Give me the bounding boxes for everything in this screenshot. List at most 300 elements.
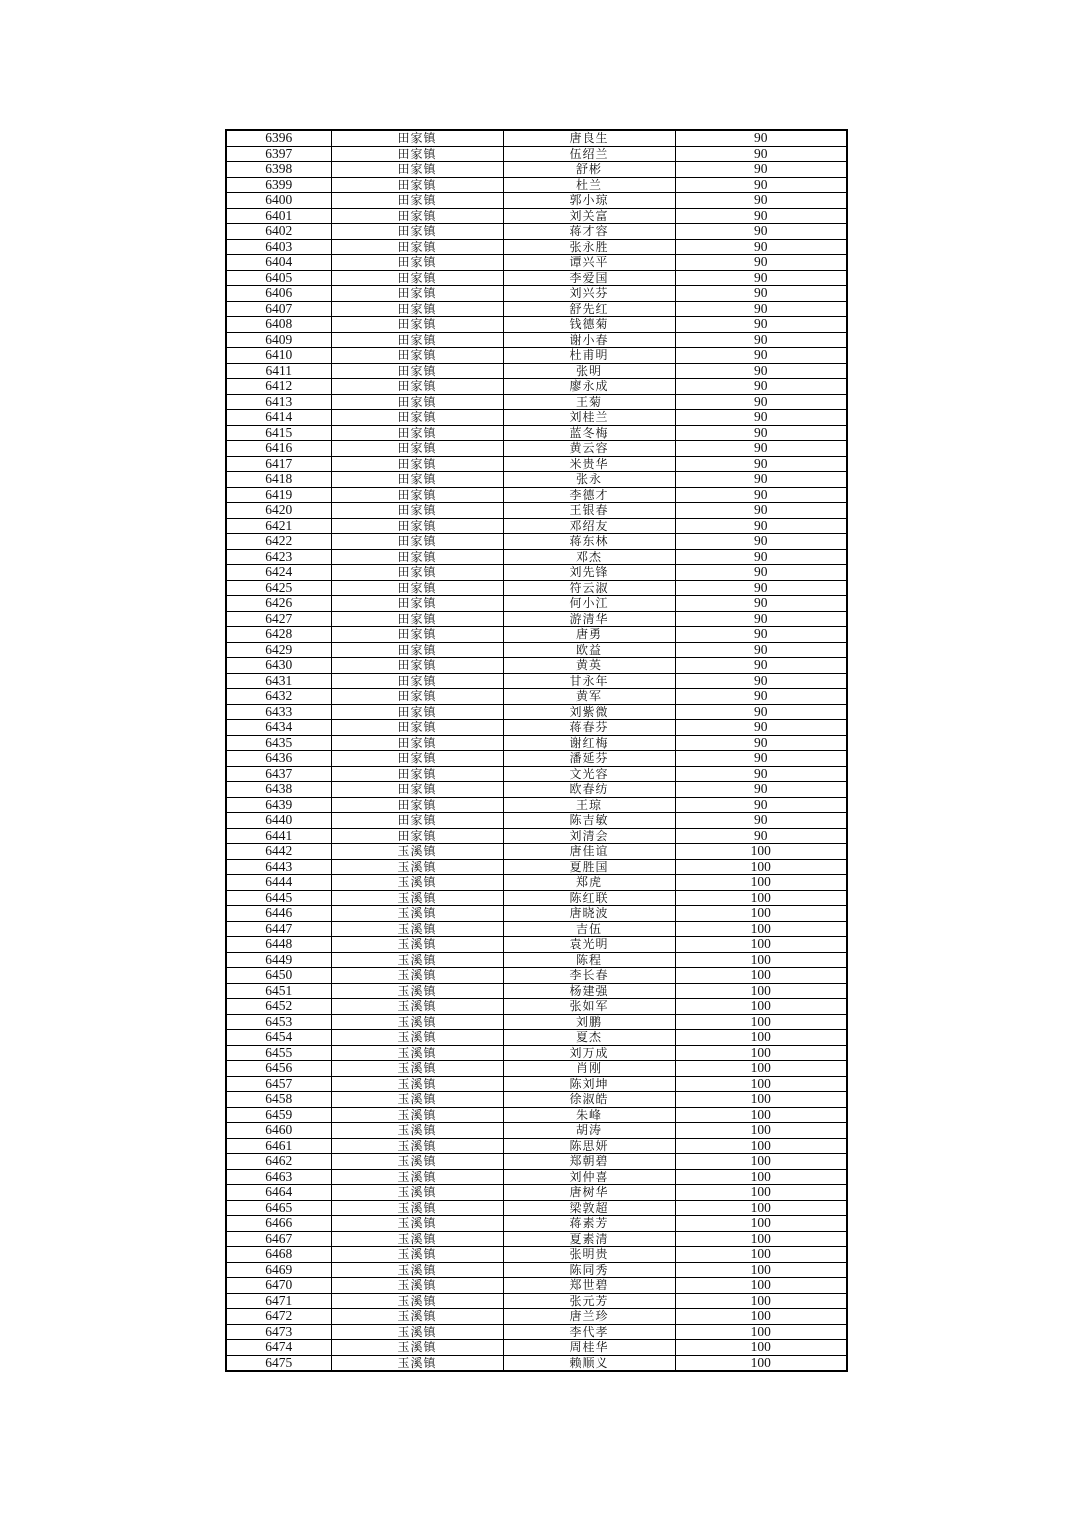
table-row (226, 766, 847, 782)
table-row (226, 1247, 847, 1263)
table-row (226, 906, 847, 922)
row-number-cell: 6464 (226, 1185, 331, 1201)
row-number-cell: 6461 (226, 1138, 331, 1154)
row-number-cell: 6404 (226, 255, 331, 271)
row-number-cell: 6419 (226, 487, 331, 503)
table-row (226, 580, 847, 596)
amount-cell: 100 (675, 968, 847, 984)
amount-cell: 90 (675, 162, 847, 178)
table-row (226, 549, 847, 565)
amount-cell: 100 (675, 1247, 847, 1263)
amount-cell: 100 (675, 859, 847, 875)
table-row (226, 859, 847, 875)
table-row (226, 379, 847, 395)
amount-cell: 100 (675, 1185, 847, 1201)
name-cell: 梁敦超 (503, 1200, 675, 1216)
town-cell: 玉溪镇 (331, 1324, 503, 1340)
name-cell: 刘紫微 (503, 704, 675, 720)
amount-cell: 90 (675, 735, 847, 751)
name-cell: 张明贵 (503, 1247, 675, 1263)
row-number-cell: 6451 (226, 983, 331, 999)
table-row (226, 1324, 847, 1340)
name-cell: 黄英 (503, 658, 675, 674)
amount-cell: 100 (675, 999, 847, 1015)
town-cell: 玉溪镇 (331, 1169, 503, 1185)
amount-cell: 90 (675, 549, 847, 565)
amount-cell: 100 (675, 1123, 847, 1139)
amount-cell: 90 (675, 270, 847, 286)
table-row (226, 224, 847, 240)
name-cell: 谭兴平 (503, 255, 675, 271)
town-cell: 田家镇 (331, 239, 503, 255)
row-number-cell: 6422 (226, 534, 331, 550)
town-cell: 田家镇 (331, 828, 503, 844)
row-number-cell: 6449 (226, 952, 331, 968)
row-number-cell: 6414 (226, 410, 331, 426)
table-row (226, 565, 847, 581)
amount-cell: 90 (675, 720, 847, 736)
row-number-cell: 6420 (226, 503, 331, 519)
town-cell: 玉溪镇 (331, 1262, 503, 1278)
row-number-cell: 6435 (226, 735, 331, 751)
town-cell: 田家镇 (331, 317, 503, 333)
row-number-cell: 6452 (226, 999, 331, 1015)
table-row (226, 952, 847, 968)
row-number-cell: 6443 (226, 859, 331, 875)
name-cell: 唐兰珍 (503, 1309, 675, 1325)
town-cell: 玉溪镇 (331, 875, 503, 891)
town-cell: 玉溪镇 (331, 1216, 503, 1232)
row-number-cell: 6446 (226, 906, 331, 922)
table-row (226, 1030, 847, 1046)
name-cell: 张永 (503, 472, 675, 488)
table-row (226, 797, 847, 813)
row-number-cell: 6454 (226, 1030, 331, 1046)
amount-cell: 90 (675, 255, 847, 271)
table-row (226, 875, 847, 891)
name-cell: 郑世碧 (503, 1278, 675, 1294)
name-cell: 袁光明 (503, 937, 675, 953)
name-cell: 杨建强 (503, 983, 675, 999)
amount-cell: 90 (675, 472, 847, 488)
amount-cell: 90 (675, 751, 847, 767)
town-cell: 田家镇 (331, 704, 503, 720)
table-row (226, 1045, 847, 1061)
row-number-cell: 6466 (226, 1216, 331, 1232)
table-row (226, 1278, 847, 1294)
row-number-cell: 6425 (226, 580, 331, 596)
amount-cell: 90 (675, 487, 847, 503)
amount-cell: 90 (675, 596, 847, 612)
name-cell: 刘清会 (503, 828, 675, 844)
table-row (226, 1216, 847, 1232)
table-row (226, 689, 847, 705)
row-number-cell: 6417 (226, 456, 331, 472)
table-row (226, 1340, 847, 1356)
amount-cell: 100 (675, 1154, 847, 1170)
table-row (226, 1355, 847, 1371)
name-cell: 唐良生 (503, 130, 675, 146)
amount-cell: 90 (675, 425, 847, 441)
row-number-cell: 6401 (226, 208, 331, 224)
table-row (226, 890, 847, 906)
table-row (226, 642, 847, 658)
name-cell: 朱峰 (503, 1107, 675, 1123)
row-number-cell: 6423 (226, 549, 331, 565)
row-number-cell: 6411 (226, 363, 331, 379)
name-cell: 李爱国 (503, 270, 675, 286)
row-number-cell: 6418 (226, 472, 331, 488)
town-cell: 玉溪镇 (331, 1138, 503, 1154)
name-cell: 伍绍兰 (503, 146, 675, 162)
row-number-cell: 6428 (226, 627, 331, 643)
name-cell: 陈程 (503, 952, 675, 968)
amount-cell: 90 (675, 177, 847, 193)
town-cell: 田家镇 (331, 224, 503, 240)
name-cell: 肖刚 (503, 1061, 675, 1077)
town-cell: 玉溪镇 (331, 859, 503, 875)
table-row (226, 286, 847, 302)
town-cell: 玉溪镇 (331, 1185, 503, 1201)
row-number-cell: 6463 (226, 1169, 331, 1185)
row-number-cell: 6450 (226, 968, 331, 984)
row-number-cell: 6427 (226, 611, 331, 627)
amount-cell: 90 (675, 286, 847, 302)
table-row (226, 937, 847, 953)
amount-cell: 90 (675, 301, 847, 317)
name-cell: 谢红梅 (503, 735, 675, 751)
name-cell: 赖顺义 (503, 1355, 675, 1371)
amount-cell: 90 (675, 348, 847, 364)
amount-cell: 90 (675, 658, 847, 674)
row-number-cell: 6468 (226, 1247, 331, 1263)
amount-cell: 90 (675, 130, 847, 146)
table-row (226, 735, 847, 751)
row-number-cell: 6408 (226, 317, 331, 333)
town-cell: 玉溪镇 (331, 1355, 503, 1371)
table-row (226, 828, 847, 844)
table-row (226, 317, 847, 333)
town-cell: 田家镇 (331, 720, 503, 736)
amount-cell: 90 (675, 363, 847, 379)
amount-cell: 90 (675, 208, 847, 224)
name-cell: 陈思妍 (503, 1138, 675, 1154)
town-cell: 玉溪镇 (331, 1293, 503, 1309)
name-cell: 文光容 (503, 766, 675, 782)
name-cell: 蒋东林 (503, 534, 675, 550)
row-number-cell: 6445 (226, 890, 331, 906)
name-cell: 杜甫明 (503, 348, 675, 364)
amount-cell: 100 (675, 844, 847, 860)
name-cell: 陈同秀 (503, 1262, 675, 1278)
table-row (226, 1138, 847, 1154)
amount-cell: 90 (675, 565, 847, 581)
town-cell: 玉溪镇 (331, 1231, 503, 1247)
name-cell: 蒋才容 (503, 224, 675, 240)
row-number-cell: 6473 (226, 1324, 331, 1340)
town-cell: 田家镇 (331, 348, 503, 364)
table-row (226, 611, 847, 627)
name-cell: 米贵华 (503, 456, 675, 472)
amount-cell: 90 (675, 146, 847, 162)
row-number-cell: 6437 (226, 766, 331, 782)
town-cell: 田家镇 (331, 193, 503, 209)
amount-cell: 90 (675, 317, 847, 333)
amount-cell: 90 (675, 193, 847, 209)
town-cell: 田家镇 (331, 146, 503, 162)
name-cell: 陈吉敏 (503, 813, 675, 829)
town-cell: 玉溪镇 (331, 1154, 503, 1170)
amount-cell: 100 (675, 875, 847, 891)
name-cell: 游清华 (503, 611, 675, 627)
town-cell: 玉溪镇 (331, 1030, 503, 1046)
row-number-cell: 6412 (226, 379, 331, 395)
name-cell: 刘鹏 (503, 1014, 675, 1030)
name-cell: 蒋春芬 (503, 720, 675, 736)
town-cell: 玉溪镇 (331, 1200, 503, 1216)
town-cell: 田家镇 (331, 797, 503, 813)
row-number-cell: 6398 (226, 162, 331, 178)
name-cell: 刘兴芬 (503, 286, 675, 302)
row-number-cell: 6460 (226, 1123, 331, 1139)
row-number-cell: 6424 (226, 565, 331, 581)
town-cell: 玉溪镇 (331, 937, 503, 953)
name-cell: 谢小春 (503, 332, 675, 348)
row-number-cell: 6462 (226, 1154, 331, 1170)
table-row (226, 658, 847, 674)
amount-cell: 100 (675, 1309, 847, 1325)
row-number-cell: 6416 (226, 441, 331, 457)
town-cell: 玉溪镇 (331, 1278, 503, 1294)
amount-cell: 100 (675, 1355, 847, 1371)
amount-cell: 90 (675, 394, 847, 410)
row-number-cell: 6440 (226, 813, 331, 829)
table-row (226, 410, 847, 426)
row-number-cell: 6456 (226, 1061, 331, 1077)
name-cell: 陈刘坤 (503, 1076, 675, 1092)
amount-cell: 90 (675, 642, 847, 658)
row-number-cell: 6399 (226, 177, 331, 193)
row-number-cell: 6471 (226, 1293, 331, 1309)
row-number-cell: 6407 (226, 301, 331, 317)
row-number-cell: 6475 (226, 1355, 331, 1371)
name-cell: 黄军 (503, 689, 675, 705)
table-row (226, 1262, 847, 1278)
town-cell: 玉溪镇 (331, 1014, 503, 1030)
town-cell: 田家镇 (331, 394, 503, 410)
town-cell: 田家镇 (331, 441, 503, 457)
name-cell: 张元芳 (503, 1293, 675, 1309)
row-number-cell: 6434 (226, 720, 331, 736)
row-number-cell: 6413 (226, 394, 331, 410)
row-number-cell: 6409 (226, 332, 331, 348)
table-row (226, 751, 847, 767)
name-cell: 舒先红 (503, 301, 675, 317)
amount-cell: 100 (675, 890, 847, 906)
town-cell: 玉溪镇 (331, 999, 503, 1015)
name-cell: 刘关富 (503, 208, 675, 224)
name-cell: 胡涛 (503, 1123, 675, 1139)
table-row (226, 844, 847, 860)
amount-cell: 100 (675, 1014, 847, 1030)
town-cell: 田家镇 (331, 487, 503, 503)
name-cell: 王菊 (503, 394, 675, 410)
table-row (226, 1185, 847, 1201)
town-cell: 田家镇 (331, 565, 503, 581)
town-cell: 田家镇 (331, 177, 503, 193)
row-number-cell: 6444 (226, 875, 331, 891)
town-cell: 田家镇 (331, 549, 503, 565)
amount-cell: 90 (675, 828, 847, 844)
row-number-cell: 6406 (226, 286, 331, 302)
table-row (226, 921, 847, 937)
table-row (226, 704, 847, 720)
amount-cell: 100 (675, 1107, 847, 1123)
town-cell: 玉溪镇 (331, 1340, 503, 1356)
row-number-cell: 6432 (226, 689, 331, 705)
table-row (226, 627, 847, 643)
town-cell: 玉溪镇 (331, 983, 503, 999)
table-row (226, 1076, 847, 1092)
row-number-cell: 6455 (226, 1045, 331, 1061)
table-row (226, 1107, 847, 1123)
amount-cell: 90 (675, 441, 847, 457)
town-cell: 玉溪镇 (331, 1309, 503, 1325)
name-cell: 潘延芬 (503, 751, 675, 767)
row-number-cell: 6457 (226, 1076, 331, 1092)
name-cell: 王琼 (503, 797, 675, 813)
town-cell: 田家镇 (331, 425, 503, 441)
row-number-cell: 6474 (226, 1340, 331, 1356)
amount-cell: 100 (675, 937, 847, 953)
name-cell: 刘万成 (503, 1045, 675, 1061)
name-cell: 唐佳谊 (503, 844, 675, 860)
name-cell: 张明 (503, 363, 675, 379)
town-cell: 田家镇 (331, 503, 503, 519)
amount-cell: 100 (675, 1200, 847, 1216)
town-cell: 田家镇 (331, 735, 503, 751)
row-number-cell: 6410 (226, 348, 331, 364)
amount-cell: 90 (675, 503, 847, 519)
amount-cell: 100 (675, 983, 847, 999)
table-row (226, 1293, 847, 1309)
name-cell: 唐勇 (503, 627, 675, 643)
name-cell: 欧益 (503, 642, 675, 658)
row-number-cell: 6472 (226, 1309, 331, 1325)
town-cell: 田家镇 (331, 642, 503, 658)
town-cell: 玉溪镇 (331, 921, 503, 937)
amount-cell: 90 (675, 379, 847, 395)
table-row (226, 1154, 847, 1170)
name-cell: 欧春纺 (503, 782, 675, 798)
amount-cell: 100 (675, 1045, 847, 1061)
row-number-cell: 6426 (226, 596, 331, 612)
table-row (226, 518, 847, 534)
town-cell: 田家镇 (331, 782, 503, 798)
town-cell: 玉溪镇 (331, 1107, 503, 1123)
row-number-cell: 6436 (226, 751, 331, 767)
amount-cell: 90 (675, 704, 847, 720)
row-number-cell: 6396 (226, 130, 331, 146)
row-number-cell: 6439 (226, 797, 331, 813)
row-number-cell: 6467 (226, 1231, 331, 1247)
row-number-cell: 6430 (226, 658, 331, 674)
town-cell: 田家镇 (331, 130, 503, 146)
table-row (226, 441, 847, 457)
amount-cell: 100 (675, 1030, 847, 1046)
name-cell: 黄云容 (503, 441, 675, 457)
amount-cell: 90 (675, 797, 847, 813)
row-number-cell: 6400 (226, 193, 331, 209)
name-cell: 张如军 (503, 999, 675, 1015)
table-row (226, 1014, 847, 1030)
name-cell: 杜兰 (503, 177, 675, 193)
table-row (226, 673, 847, 689)
town-cell: 玉溪镇 (331, 890, 503, 906)
town-cell: 玉溪镇 (331, 844, 503, 860)
name-cell: 邓绍友 (503, 518, 675, 534)
town-cell: 田家镇 (331, 379, 503, 395)
table-row (226, 162, 847, 178)
table-row (226, 720, 847, 736)
amount-cell: 90 (675, 766, 847, 782)
table-row (226, 1061, 847, 1077)
amount-cell: 100 (675, 952, 847, 968)
amount-cell: 100 (675, 1324, 847, 1340)
row-number-cell: 6421 (226, 518, 331, 534)
town-cell: 田家镇 (331, 689, 503, 705)
name-cell: 何小江 (503, 596, 675, 612)
town-cell: 田家镇 (331, 534, 503, 550)
row-number-cell: 6442 (226, 844, 331, 860)
name-cell: 郑虎 (503, 875, 675, 891)
row-number-cell: 6470 (226, 1278, 331, 1294)
name-cell: 张永胜 (503, 239, 675, 255)
amount-cell: 100 (675, 921, 847, 937)
town-cell: 玉溪镇 (331, 1123, 503, 1139)
row-number-cell: 6438 (226, 782, 331, 798)
table-row (226, 363, 847, 379)
town-cell: 田家镇 (331, 162, 503, 178)
table-body (226, 130, 847, 1371)
amount-cell: 90 (675, 239, 847, 255)
name-cell: 陈红联 (503, 890, 675, 906)
amount-cell: 90 (675, 410, 847, 426)
town-cell: 玉溪镇 (331, 1247, 503, 1263)
name-cell: 舒彬 (503, 162, 675, 178)
amount-cell: 100 (675, 1278, 847, 1294)
town-cell: 田家镇 (331, 627, 503, 643)
table-row (226, 1231, 847, 1247)
amount-cell: 90 (675, 611, 847, 627)
table-row (226, 503, 847, 519)
town-cell: 田家镇 (331, 301, 503, 317)
table-row (226, 177, 847, 193)
town-cell: 玉溪镇 (331, 1045, 503, 1061)
name-cell: 吉伍 (503, 921, 675, 937)
row-number-cell: 6469 (226, 1262, 331, 1278)
row-number-cell: 6403 (226, 239, 331, 255)
table-row (226, 968, 847, 984)
amount-cell: 100 (675, 1076, 847, 1092)
row-number-cell: 6458 (226, 1092, 331, 1108)
table-row (226, 130, 847, 146)
row-number-cell: 6448 (226, 937, 331, 953)
name-cell: 蒋素芳 (503, 1216, 675, 1232)
town-cell: 田家镇 (331, 658, 503, 674)
row-number-cell: 6453 (226, 1014, 331, 1030)
table-row (226, 813, 847, 829)
